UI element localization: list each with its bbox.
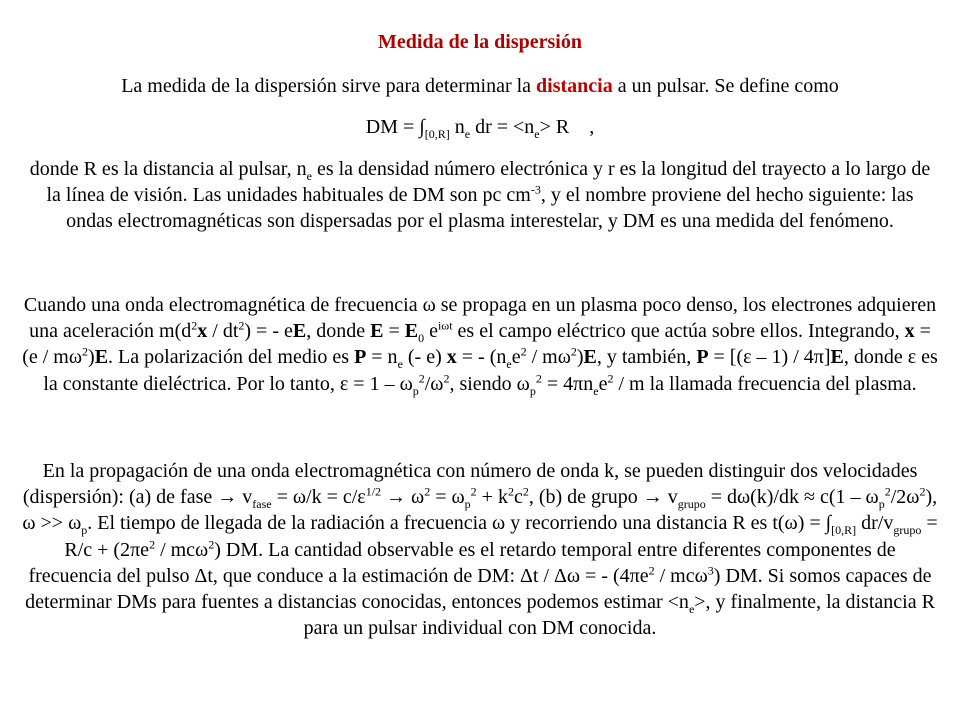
p2-seg: / m la llamada frecuencia del plasma. bbox=[613, 372, 917, 395]
p3-sub: p bbox=[81, 523, 88, 538]
paragraph-plasma bbox=[22, 292, 938, 397]
p3-seg: = ω bbox=[430, 486, 465, 509]
p3-seg: ) DM. Si somos capaces de determinar DMs para fuentes a distancias conocidas, entonces podemos estimar <n bbox=[25, 564, 932, 614]
p2-seg: Cuando una onda electromagnética de frecuencia ω se propaga en un plasma poco denso, los electrones adquieren una aceleración m(d bbox=[23, 294, 937, 343]
p1-sup: -3 bbox=[530, 182, 541, 197]
p3-seg: + k bbox=[476, 486, 508, 509]
p3-sup: 1/2 bbox=[365, 484, 382, 499]
p2-bold: x bbox=[446, 346, 457, 369]
p2-bold: E bbox=[583, 346, 597, 369]
p2-seg: , siendo ω bbox=[449, 372, 530, 395]
p2-seg: / dt bbox=[207, 320, 239, 343]
p2-bold: P bbox=[696, 346, 709, 369]
p2-bold: E bbox=[370, 320, 384, 343]
p2-seg: , donde bbox=[306, 320, 371, 343]
p1-sub: e bbox=[306, 169, 312, 183]
p3-sup: 2 bbox=[884, 484, 891, 499]
p2-bold: E bbox=[94, 346, 109, 369]
p2-sup: 2 bbox=[82, 344, 89, 359]
p2-sup: iωt bbox=[437, 318, 453, 333]
formula-rest: dr = <n bbox=[470, 116, 535, 138]
p2-seg: = [(ε – 1) / 4π] bbox=[708, 346, 831, 369]
p3-sub: [0,R] bbox=[831, 523, 857, 538]
p3-sub: p bbox=[878, 497, 885, 512]
p2-seg: /ω bbox=[424, 372, 444, 395]
p2-sup: 2 bbox=[520, 344, 527, 359]
p2-sub: 0 bbox=[418, 331, 425, 346]
p2-seg: e bbox=[598, 372, 608, 395]
p3-seg: ), ω >> ω bbox=[22, 486, 938, 535]
p2-seg: , y también, bbox=[596, 346, 697, 369]
slide-title: Medida de la dispersión bbox=[378, 31, 582, 53]
formula-tail: > R , bbox=[539, 116, 595, 138]
p3-sub: e bbox=[688, 602, 695, 617]
p3-seg: = R/c + (2πe bbox=[64, 512, 938, 561]
p2-sub: p bbox=[529, 383, 536, 398]
p3-seg: /2ω bbox=[890, 486, 920, 509]
p2-bold: x bbox=[197, 320, 208, 343]
p3-seg: / mcω bbox=[155, 538, 209, 561]
p3-sup: 2 bbox=[149, 536, 156, 551]
p3-sup: 2 bbox=[648, 563, 655, 578]
p3-sup: 2 bbox=[507, 484, 514, 499]
p2-seg: . La polarización del medio es bbox=[108, 346, 355, 369]
p2-seg: = - (n bbox=[456, 346, 507, 369]
formula-sub-e: e bbox=[464, 127, 471, 141]
p2-seg: = n bbox=[366, 346, 398, 369]
p3-seg: / mcω bbox=[654, 564, 708, 587]
p2-bold: x bbox=[904, 320, 915, 343]
p2-seg: e bbox=[424, 320, 438, 343]
p3-seg: , (b) de grupo → v bbox=[528, 486, 678, 509]
p3-sub: fase bbox=[252, 497, 272, 512]
p3-sub: grupo bbox=[677, 497, 706, 512]
p3-seg: ) DM. La cantidad observable es el retardo temporal entre diferentes componentes de frecuencia del pulso Δt, que conduce a la estimación de DM: Δt / Δω = - (4πe bbox=[28, 538, 896, 587]
formula-sub-e2: e bbox=[534, 127, 540, 141]
p3-sup: 2 bbox=[522, 484, 529, 499]
p2-seg: , donde ε es la constante dieléctrica. Por lo tanto, ε = 1 – ω bbox=[43, 346, 938, 395]
formula-n: n bbox=[449, 116, 465, 138]
p2-sup: 2 bbox=[191, 318, 198, 333]
p3-seg: = dω(k)/dk ≈ c(1 – ω bbox=[705, 486, 879, 509]
p3-sup: 2 bbox=[424, 484, 431, 499]
p3-seg: dr/v bbox=[856, 512, 894, 535]
intro-line bbox=[0, 73, 960, 99]
p3-sup: 2 bbox=[208, 536, 215, 551]
p2-bold: E bbox=[404, 320, 419, 343]
p3-seg: . El tiempo de llegada de la radiación a frecuencia ω y recorriendo una distancia R es t(ω) = ∫ bbox=[87, 512, 832, 535]
p3-seg: c bbox=[513, 486, 523, 509]
p3-sup: 2 bbox=[470, 484, 477, 499]
p2-sup: 2 bbox=[443, 370, 450, 385]
p2-sup: 2 bbox=[607, 370, 614, 385]
p2-seg: es el campo eléctrico que actúa sobre ellos. Integrando, bbox=[452, 320, 905, 343]
p1-text-b: es la densidad número electrónica y r es la longitud del trayecto a lo largo de la línea de visión. Las unidades habituales de DM son pc cm bbox=[46, 158, 931, 207]
p3-seg: >, y finalmente, la distancia R para un pulsar individual con DM conocida. bbox=[303, 591, 935, 640]
p2-seg: = 4πn bbox=[541, 372, 594, 395]
intro-text-before: La medida de la dispersión sirve para determinar la bbox=[121, 75, 537, 97]
p2-seg: = (e / mω bbox=[22, 320, 931, 369]
p2-sup: 2 bbox=[238, 318, 245, 333]
p2-sub: e bbox=[593, 383, 599, 398]
formula-sub-range: [0,R] bbox=[424, 127, 450, 141]
p2-sub: p bbox=[412, 383, 419, 398]
p2-bold: P bbox=[354, 346, 367, 369]
p3-sup: 3 bbox=[707, 563, 714, 578]
paragraph-propagation bbox=[22, 458, 938, 641]
p2-seg: = bbox=[383, 320, 405, 343]
formula-lhs: DM = ∫ bbox=[365, 116, 425, 138]
paragraph-definition bbox=[22, 156, 938, 235]
p1-text-a: donde R es la distancia al pulsar, n bbox=[29, 158, 307, 180]
p2-sup: 2 bbox=[535, 370, 542, 385]
p2-sup: 2 bbox=[570, 344, 577, 359]
p1-text-c: , y el nombre proviene del hecho siguiente: las ondas electromagnéticas son dispersadas por el plasma interestelar, y DM es una medida del fenómeno. bbox=[66, 184, 914, 233]
p3-sub: p bbox=[464, 497, 471, 512]
p3-sup: 2 bbox=[919, 484, 926, 499]
p2-sup: 2 bbox=[418, 370, 425, 385]
p2-bold: E bbox=[830, 346, 844, 369]
p2-seg: ) bbox=[576, 346, 584, 369]
p2-seg: / mω bbox=[526, 346, 571, 369]
p2-sub: e bbox=[397, 357, 403, 372]
p2-seg: (- e) bbox=[402, 346, 447, 369]
p2-seg: e bbox=[511, 346, 521, 369]
p2-sub: e bbox=[506, 357, 512, 372]
p3-sub: grupo bbox=[893, 523, 922, 538]
intro-highlight: distancia bbox=[536, 75, 613, 97]
p2-seg: ) bbox=[88, 346, 95, 369]
intro-text-after: a un pulsar. Se define como bbox=[612, 75, 839, 97]
p3-seg: → ω bbox=[381, 486, 425, 509]
p3-seg: = ω/k = c/ε bbox=[271, 486, 366, 509]
p3-seg: En la propagación de una onda electromagnética con número de onda k, se pueden distinguir dos velocidades (dispersión): (a) de fase → v bbox=[22, 460, 918, 509]
dm-formula bbox=[0, 114, 960, 140]
p2-bold: E bbox=[292, 320, 307, 343]
p2-seg: ) = - e bbox=[244, 320, 293, 343]
